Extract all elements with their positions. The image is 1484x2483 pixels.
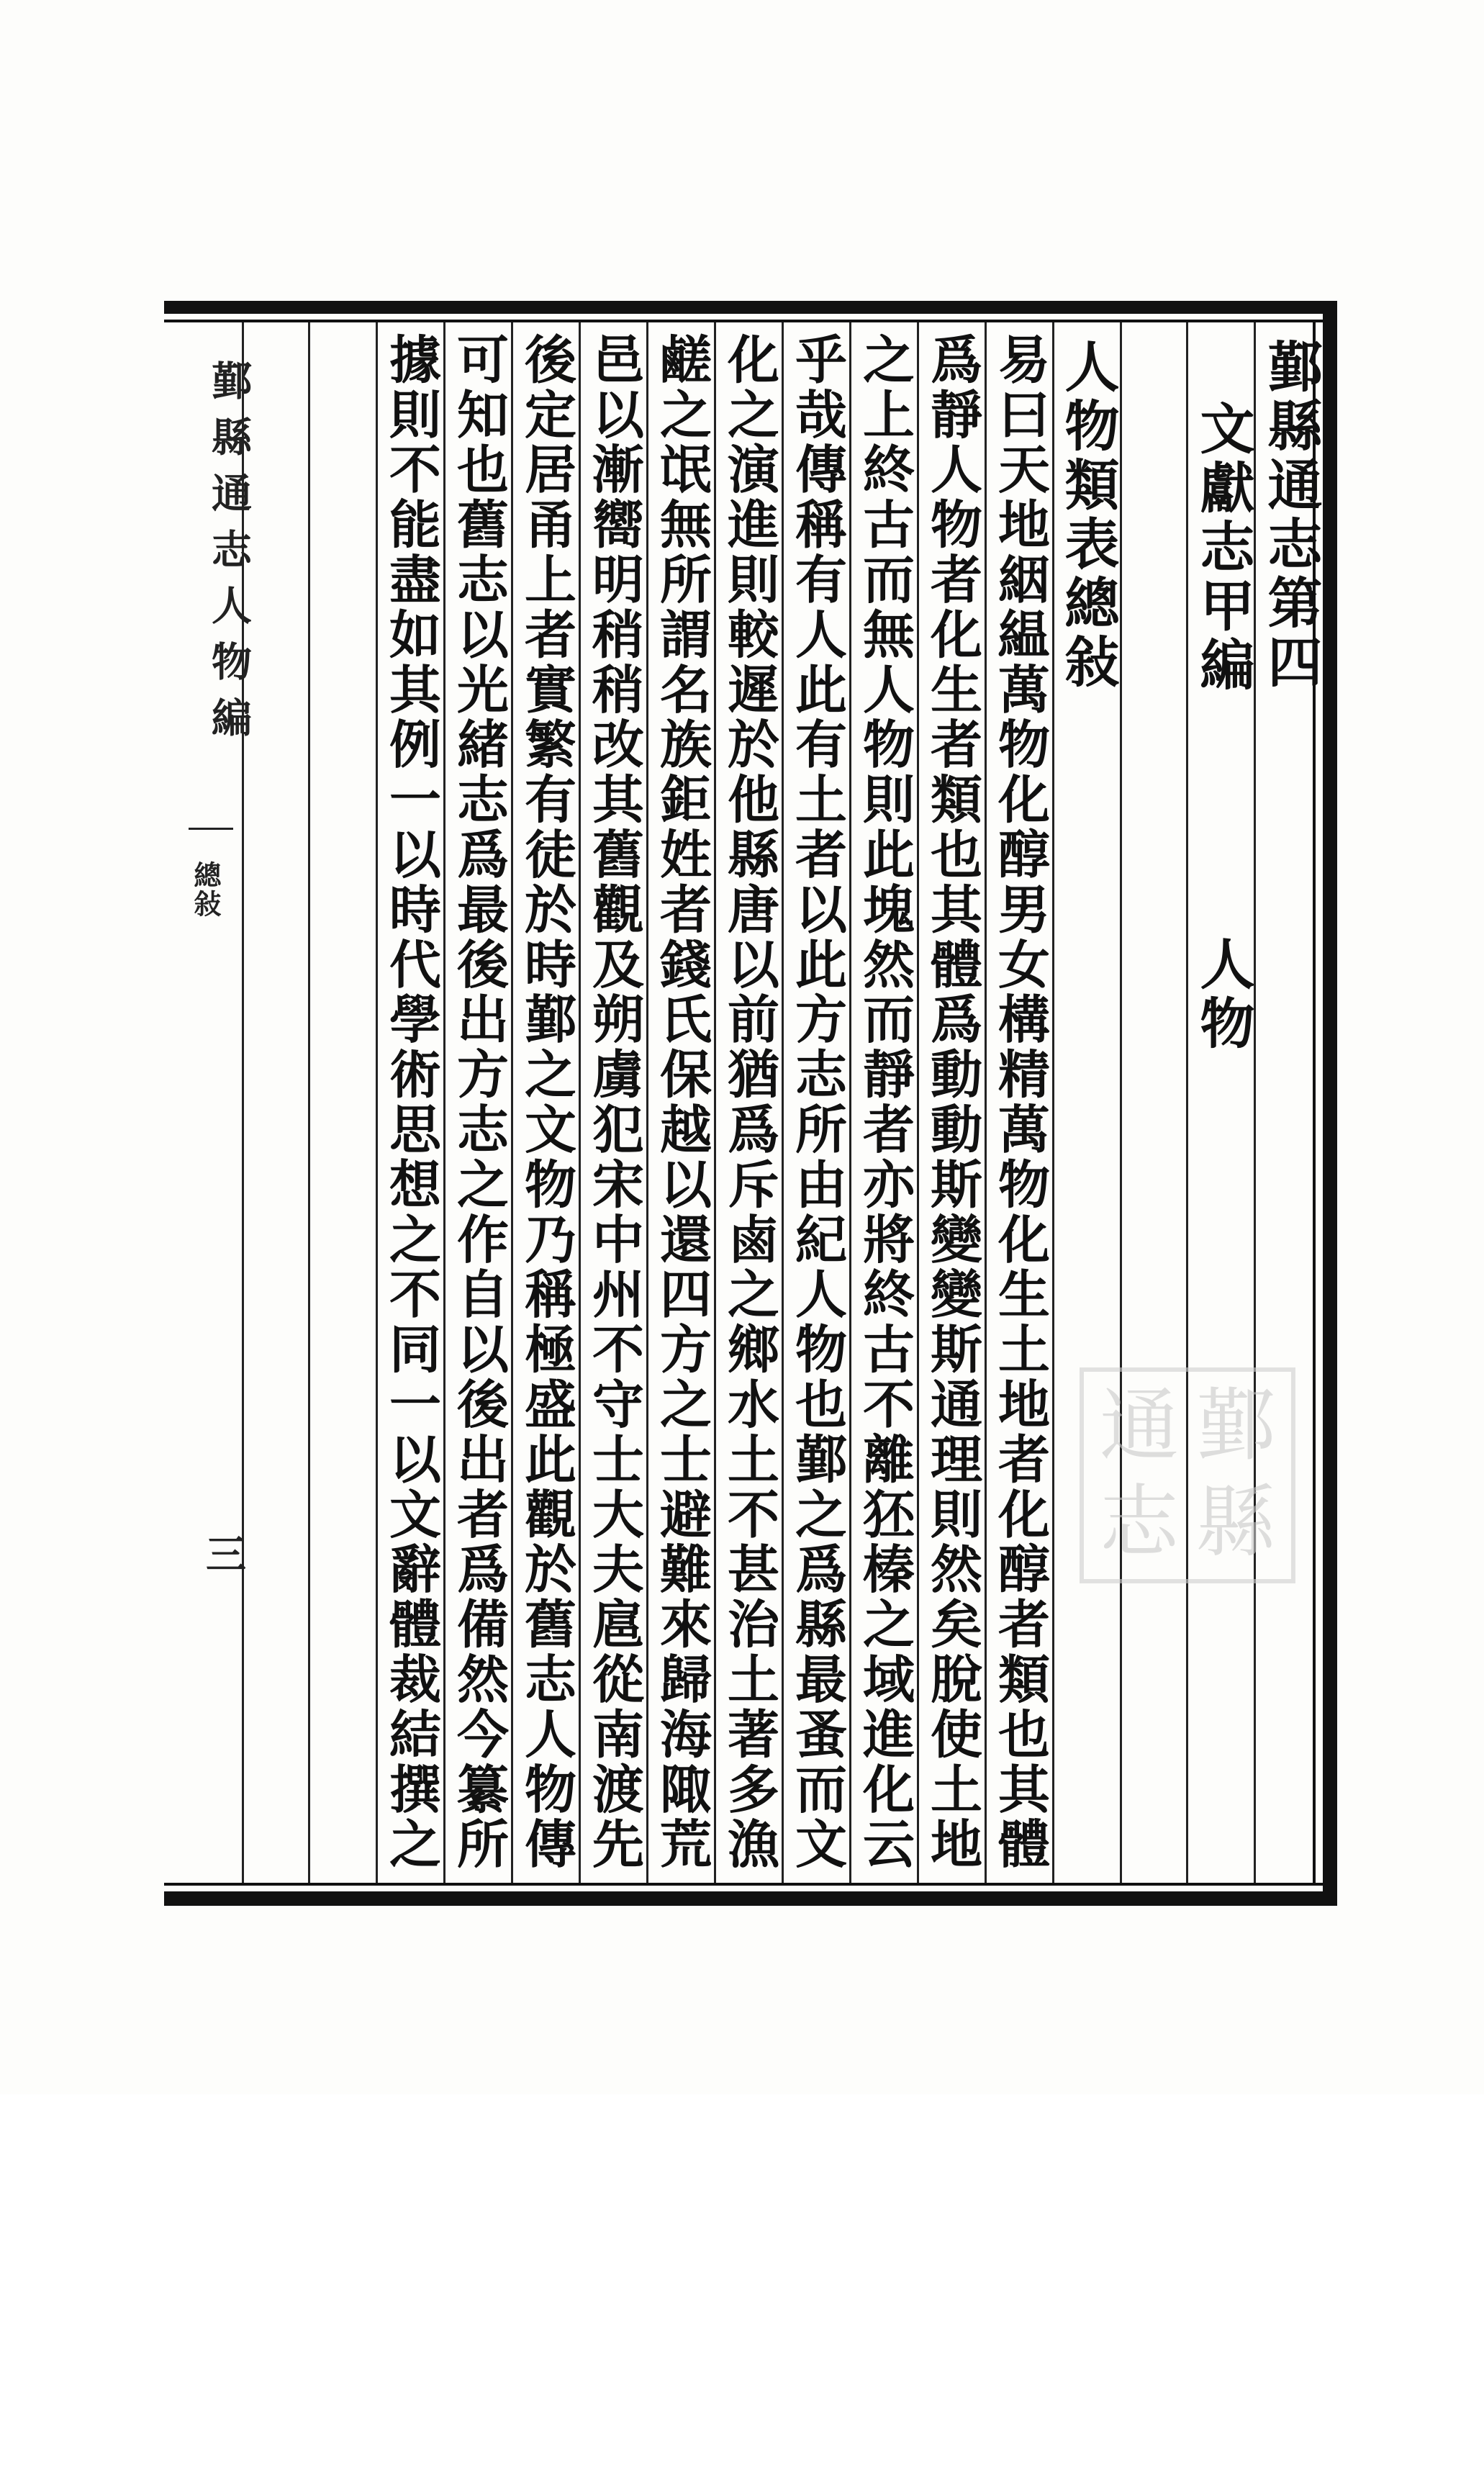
column-rule: [985, 322, 987, 1883]
seal-character: 通: [1100, 1380, 1179, 1472]
body-column: 化之演進則較遲於他縣唐以前猶爲斥鹵之鄉水土不甚治土著多漁: [719, 333, 780, 1873]
section-title: 文獻志甲編: [1191, 400, 1255, 695]
body-column: 據則不能盡如其例一以時代學術思想之不同一以文辭體裁結撰之: [381, 333, 442, 1873]
frame-top-rule: [164, 301, 1337, 314]
volume-title: 鄞縣通志第四: [1259, 338, 1323, 692]
seal-character: 縣: [1196, 1476, 1275, 1568]
column-rule: [646, 322, 648, 1883]
body-column: 易曰天地絪緼萬物化醇男女構精萬物化生土地者化醇者類也其體: [990, 333, 1051, 1873]
chapter-heading: 人物類表總敍: [1056, 338, 1120, 692]
column-rule: [1052, 322, 1054, 1883]
body-column: 乎哉傳稱有人此有土者以此方志所由紀人物也鄞之爲縣最蚤而文: [787, 333, 848, 1873]
body-column: 邑以漸嚮明稍稍改其舊觀及朔虜犯宋中州不守士大夫扈從南渡先: [584, 333, 645, 1873]
body-column: 之上終古而無人物則此塊然而靜者亦將終古不離狉榛之域進化云: [854, 333, 915, 1873]
margin-book-title: 鄞縣通志人物編: [205, 360, 253, 753]
frame-top-inner-rule: [164, 320, 1327, 322]
column-rule: [917, 322, 919, 1883]
margin-fish-tail-mark: [189, 828, 233, 830]
body-column: 鹺之氓無所謂名族鉅姓者錢氏保越以還四方之士避難來歸海陬荒: [651, 333, 712, 1873]
seal-character: 志: [1100, 1476, 1179, 1568]
body-column: 爲靜人物者化生者類也其體爲動動斯變變斯通理則然矣脫使土地: [922, 333, 983, 1873]
column-rule: [1186, 322, 1188, 1883]
column-rule: [511, 322, 513, 1883]
column-rule: [1120, 322, 1122, 1883]
page-number: 三: [199, 1533, 247, 1573]
margin-section-label: 總敍: [189, 861, 222, 918]
body-column: 可知也舊志以光緒志爲最後出方志之作自以後出者爲備然今纂所: [448, 333, 510, 1873]
seal-character: 鄞: [1196, 1380, 1275, 1472]
frame-bottom-inner-rule: [164, 1883, 1327, 1886]
library-seal-stamp: [1080, 1367, 1295, 1583]
section-subject: 人物: [1191, 936, 1255, 1054]
column-rule: [579, 322, 581, 1883]
column-rule: [443, 322, 445, 1883]
column-rule: [714, 322, 716, 1883]
column-rule: [308, 322, 310, 1883]
body-column: 後定居甬上者實繁有徒於時鄞之文物乃稱極盛此觀於舊志人物傳: [516, 333, 577, 1873]
frame-right-rule: [1323, 301, 1337, 1906]
column-rule: [376, 322, 378, 1883]
frame-bottom-rule: [164, 1891, 1337, 1906]
column-rule: [849, 322, 851, 1883]
column-rule: [782, 322, 784, 1883]
